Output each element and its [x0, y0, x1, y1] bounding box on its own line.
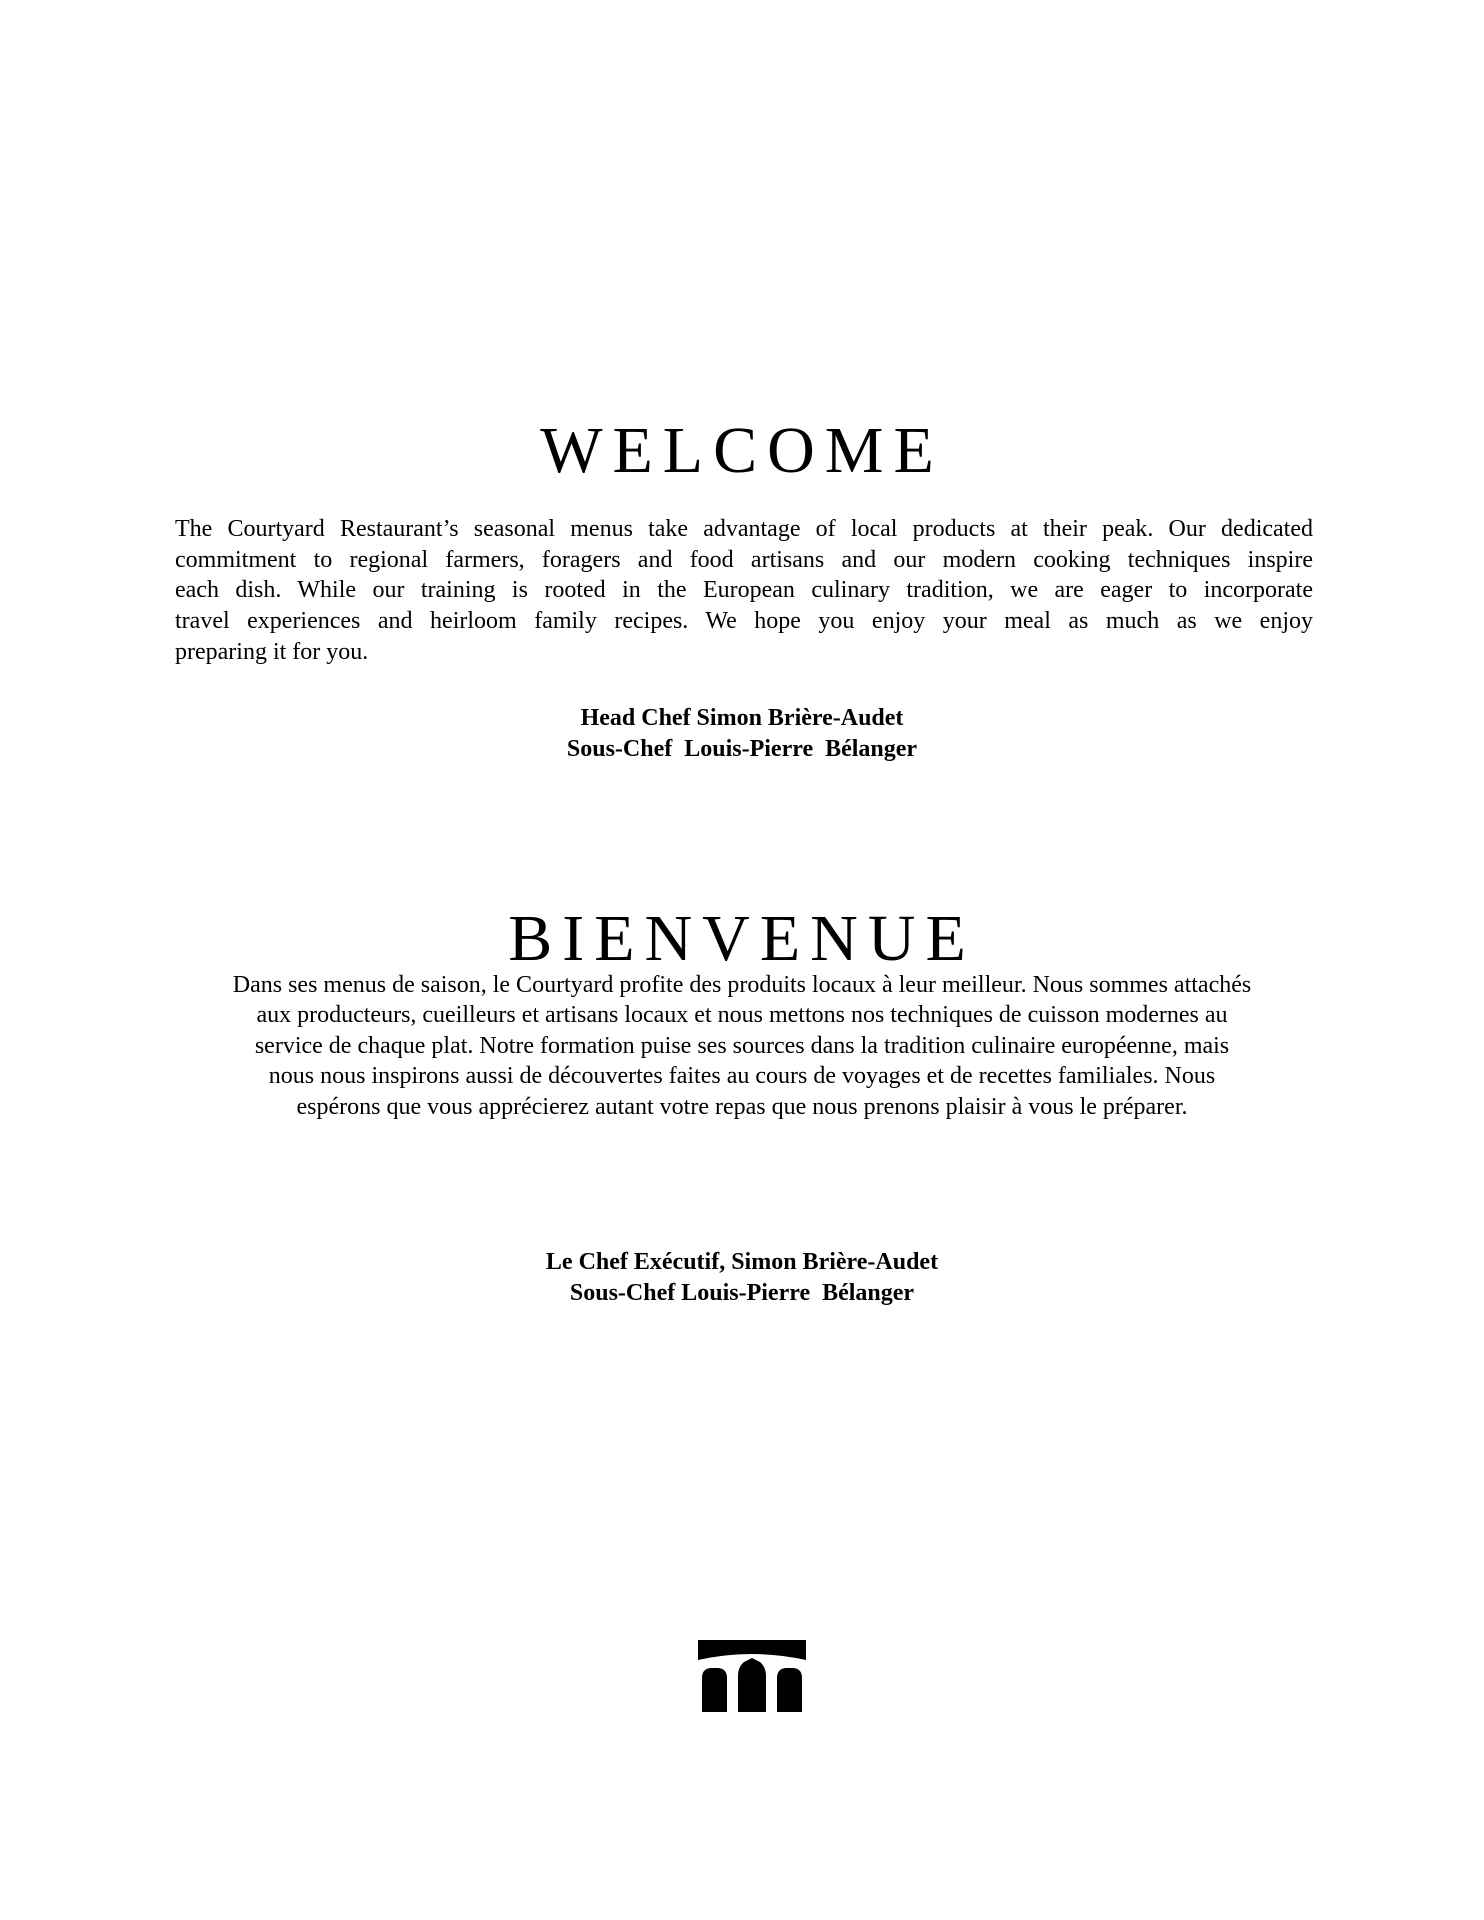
paragraph-line: Dans ses menus de saison, le Courtyard profite des produits locaux à leur meilleur. Nous sommes attachés — [232, 972, 1252, 998]
head-chef-name: Head Chef Simon Brière-Audet — [580, 705, 904, 731]
paragraph-line: commitment to regional farmers, foragers and food artisans and our modern cooking techniques inspire — [175, 546, 1313, 573]
paragraph-line: espérons que vous apprécierez autant votre repas que nous prenons plaisir à vous le préparer. — [296, 1093, 1188, 1120]
paragraph-line: each dish. While our training is rooted in the European culinary tradition, we are eager to incorporate — [175, 577, 1313, 604]
paragraph-line: preparing it for you. — [175, 638, 369, 665]
welcome-paragraph — [175, 514, 1313, 668]
paragraph-line: aux producteurs, cueilleurs et artisans locaux et nous mettons nos techniques de cuisson modernes au — [256, 1002, 1228, 1029]
sous-chef-name: Sous-Chef Louis-Pierre Bélanger — [569, 1279, 915, 1306]
courtyard-arches-logo — [698, 1640, 806, 1713]
bienvenue-title: BIENVENUE — [508, 902, 976, 975]
bienvenue-signature — [0, 1247, 1484, 1308]
paragraph-line: service de chaque plat. Notre formation puise ses sources dans la tradition culinaire européenne, mais — [254, 1032, 1230, 1059]
paragraph-line: The Courtyard Restaurant’s seasonal menus take advantage of local products at their peak. Our dedicated — [175, 516, 1313, 542]
paragraph-line: travel experiences and heirloom family recipes. We hope you enjoy your meal as much as we enjoy — [175, 608, 1313, 635]
paragraph-line: nous nous inspirons aussi de découvertes faites au cours de voyages et de recettes familiales. Nous — [268, 1063, 1216, 1090]
welcome-title: WELCOME — [540, 414, 944, 487]
sous-chef-name: Sous-Chef Louis-Pierre Bélanger — [566, 735, 918, 762]
executive-chef-name: Le Chef Exécutif, Simon Brière-Audet — [545, 1249, 939, 1275]
bienvenue-paragraph — [150, 970, 1334, 1122]
welcome-signature — [0, 703, 1484, 764]
